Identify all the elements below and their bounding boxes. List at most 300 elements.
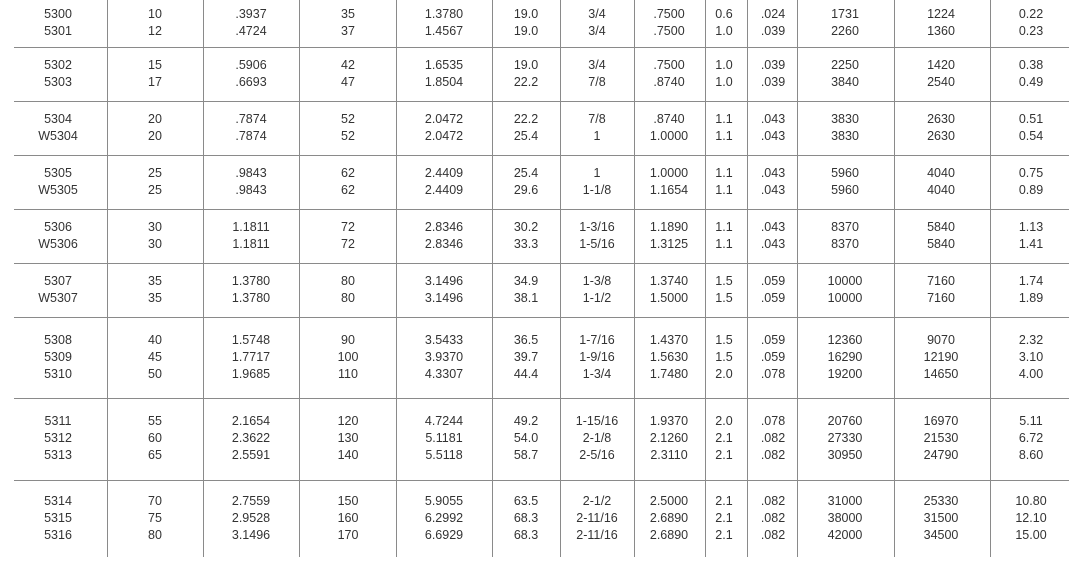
table-value: 5313 xyxy=(44,448,72,462)
table-value: 20760 xyxy=(827,414,863,428)
table-value: 3/4 xyxy=(588,7,606,21)
table-value: 1.0000 xyxy=(649,166,689,180)
table-value: .8740 xyxy=(653,75,685,89)
table-value: .059 xyxy=(760,333,786,347)
table-value: 3840 xyxy=(831,75,859,89)
column-divider xyxy=(203,0,204,557)
table-value: 4040 xyxy=(927,183,955,197)
table-value: .043 xyxy=(760,220,786,234)
table-cell-outer-diameter-in xyxy=(425,111,463,145)
table-value: 8.60 xyxy=(1018,448,1044,462)
table-value: 5315 xyxy=(44,511,72,525)
table-value: 7160 xyxy=(927,274,955,288)
table-value: .082 xyxy=(760,511,786,525)
table-cell-fillet-radius-in xyxy=(761,57,785,91)
table-value: 3/4 xyxy=(588,24,606,38)
table-value: 2.1 xyxy=(715,448,733,462)
table-cell-outer-diameter-in xyxy=(425,219,463,253)
table-value: 16970 xyxy=(923,414,959,428)
table-cell-width-in xyxy=(650,219,688,253)
table-value: 2630 xyxy=(927,129,955,143)
table-cell-bore-in xyxy=(235,165,266,199)
table-value: 31500 xyxy=(923,511,959,525)
table-value: 1.74 xyxy=(1018,274,1044,288)
table-value: 5303 xyxy=(44,75,72,89)
table-value: 30.2 xyxy=(513,220,539,234)
table-cell-static-load xyxy=(927,111,955,145)
table-value: 17 xyxy=(148,75,162,89)
table-cell-bore-mm xyxy=(148,57,162,91)
table-cell-outer-diameter-mm xyxy=(341,273,355,307)
table-value: W5305 xyxy=(38,183,78,197)
table-value: 9070 xyxy=(927,333,955,347)
table-cell-weight xyxy=(1019,273,1043,307)
table-value: 2.32 xyxy=(1018,333,1044,347)
table-value: .078 xyxy=(760,367,786,381)
table-value: 72 xyxy=(341,220,355,234)
table-cell-static-load xyxy=(927,219,955,253)
table-value: 5.11 xyxy=(1019,414,1043,428)
table-value: 1.5748 xyxy=(231,333,271,347)
table-cell-outer-diameter-mm xyxy=(338,413,359,464)
table-value: 62 xyxy=(341,166,355,180)
table-cell-weight xyxy=(1019,57,1043,91)
table-cell-width-mm xyxy=(514,332,538,383)
table-cell-fillet-radius-mm xyxy=(715,332,732,383)
table-cell-static-load xyxy=(924,413,959,464)
table-value: 19200 xyxy=(827,367,863,381)
table-value: 0.49 xyxy=(1018,75,1044,89)
table-cell-outer-diameter-mm xyxy=(341,6,355,40)
table-value: .059 xyxy=(760,274,786,288)
table-value: 1.3780 xyxy=(424,7,464,21)
table-value: 29.6 xyxy=(513,183,539,197)
table-cell-width-in xyxy=(650,111,688,145)
table-value: 5960 xyxy=(831,166,859,180)
group-divider xyxy=(14,263,1069,264)
table-value: 130 xyxy=(337,431,359,445)
table-cell-fillet-radius-mm xyxy=(715,493,732,544)
table-value: 1-3/8 xyxy=(582,274,612,288)
column-divider xyxy=(560,0,561,557)
table-value: 110 xyxy=(338,367,358,381)
table-value: .7500 xyxy=(653,24,685,38)
table-value: 2.1260 xyxy=(649,431,689,445)
table-value: 1.7480 xyxy=(649,367,689,381)
table-cell-fillet-radius-in xyxy=(761,165,785,199)
table-cell-dynamic-load xyxy=(831,111,859,145)
table-value: 0.89 xyxy=(1018,183,1044,197)
table-value: 80 xyxy=(341,291,355,305)
table-value: 5308 xyxy=(44,333,72,347)
table-value: 55 xyxy=(148,414,162,428)
table-value: 15 xyxy=(148,58,162,72)
table-value: 90 xyxy=(341,333,355,347)
table-cell-width-in xyxy=(650,165,688,199)
table-value: 2.0 xyxy=(715,414,733,428)
table-value: 58.7 xyxy=(513,448,539,462)
table-value: 2.0 xyxy=(715,367,733,381)
table-cell-static-load xyxy=(927,165,955,199)
table-cell-static-load xyxy=(927,57,955,91)
table-cell-width-mm xyxy=(514,111,538,145)
column-divider xyxy=(747,0,748,557)
table-cell-bore-mm xyxy=(148,493,162,544)
table-cell-part-number xyxy=(38,165,78,199)
table-value: 1-7/16 xyxy=(579,333,615,347)
table-value: 31000 xyxy=(827,494,863,508)
table-cell-dynamic-load xyxy=(831,6,859,40)
table-value: 75 xyxy=(148,511,162,525)
table-value: 1731 xyxy=(831,7,859,21)
table-value: 80 xyxy=(148,528,162,542)
table-value: 2.5591 xyxy=(231,448,271,462)
table-value: 2.5000 xyxy=(649,494,689,508)
table-value: 19.0 xyxy=(513,58,539,72)
table-cell-fillet-radius-mm xyxy=(715,273,732,307)
table-cell-dynamic-load xyxy=(828,413,863,464)
table-value: 1.1 xyxy=(715,220,733,234)
table-value: 5311 xyxy=(44,414,72,428)
table-value: .082 xyxy=(760,431,786,445)
table-value: 3830 xyxy=(831,129,859,143)
table-cell-bore-mm xyxy=(148,165,162,199)
table-cell-width-in xyxy=(650,493,688,544)
column-divider xyxy=(396,0,397,557)
table-value: 2-1/8 xyxy=(582,431,612,445)
table-value: 24790 xyxy=(923,448,959,462)
table-value: 2.6890 xyxy=(649,528,689,542)
table-value: 2.1 xyxy=(715,431,733,445)
table-value: 5316 xyxy=(44,528,72,542)
table-value: 25 xyxy=(148,166,162,180)
table-value: .082 xyxy=(760,494,786,508)
table-value: 12.10 xyxy=(1015,511,1047,525)
table-value: 5312 xyxy=(44,431,72,445)
table-value: 19.0 xyxy=(513,24,539,38)
table-cell-fillet-radius-mm xyxy=(715,165,732,199)
table-cell-outer-diameter-mm xyxy=(341,165,355,199)
table-value: 1.5 xyxy=(715,333,733,347)
table-value: 5314 xyxy=(44,494,72,508)
table-value: W5307 xyxy=(38,291,78,305)
table-value: .3937 xyxy=(235,7,267,21)
table-value: 2540 xyxy=(927,75,955,89)
table-value: 1 xyxy=(593,129,601,143)
table-cell-outer-diameter-in xyxy=(425,273,463,307)
table-cell-bore-mm xyxy=(148,413,162,464)
table-value: 49.2 xyxy=(513,414,539,428)
table-value: 21530 xyxy=(923,431,959,445)
table-cell-outer-diameter-mm xyxy=(341,57,355,91)
table-cell-outer-diameter-in xyxy=(425,165,463,199)
table-cell-dynamic-load xyxy=(828,332,863,383)
table-cell-outer-diameter-mm xyxy=(338,493,359,544)
table-cell-width-fraction xyxy=(588,111,605,145)
table-value: 2.3622 xyxy=(231,431,271,445)
table-value: 6.2992 xyxy=(424,511,464,525)
table-value: W5304 xyxy=(38,129,78,143)
table-value: 2-11/16 xyxy=(576,511,618,525)
table-value: 2.4409 xyxy=(424,183,464,197)
table-cell-bore-in xyxy=(235,6,266,40)
table-value: 2.3110 xyxy=(650,448,688,462)
table-value: 1.1 xyxy=(715,183,733,197)
table-value: 150 xyxy=(337,494,359,508)
table-value: 68.3 xyxy=(513,528,539,542)
table-value: 12190 xyxy=(923,350,959,364)
table-value: 10000 xyxy=(827,274,863,288)
table-value: 22.2 xyxy=(513,112,539,126)
table-cell-outer-diameter-mm xyxy=(341,219,355,253)
table-cell-bore-mm xyxy=(148,273,162,307)
table-value: 5.5118 xyxy=(425,448,463,462)
group-divider xyxy=(14,317,1069,318)
table-value: 52 xyxy=(341,112,355,126)
table-cell-width-fraction xyxy=(583,165,612,199)
table-value: 170 xyxy=(337,528,359,542)
table-cell-static-load xyxy=(927,273,955,307)
table-value: 0.54 xyxy=(1018,129,1044,143)
table-value: 1.3740 xyxy=(649,274,689,288)
table-value: 10.80 xyxy=(1015,494,1047,508)
table-value: 1.0 xyxy=(715,58,733,72)
table-value: 1.8504 xyxy=(424,75,464,89)
table-value: 19.0 xyxy=(513,7,539,21)
table-value: 1.1 xyxy=(715,129,733,143)
table-value: .7500 xyxy=(653,58,685,72)
table-value: 7160 xyxy=(927,291,955,305)
table-cell-weight xyxy=(1019,332,1043,383)
table-value: 20 xyxy=(148,112,162,126)
table-cell-fillet-radius-in xyxy=(761,219,785,253)
table-value: .043 xyxy=(760,166,786,180)
table-value: 1.3780 xyxy=(231,274,271,288)
column-divider xyxy=(492,0,493,557)
table-value: 39.7 xyxy=(513,350,539,364)
table-value: .024 xyxy=(760,7,786,21)
table-value: 2.0472 xyxy=(424,112,464,126)
table-value: 1.6535 xyxy=(424,58,464,72)
table-value: 72 xyxy=(341,237,355,251)
table-value: 68.3 xyxy=(513,511,539,525)
table-value: 2.1 xyxy=(715,511,733,525)
table-cell-width-fraction xyxy=(588,6,605,40)
table-value: 2.1654 xyxy=(231,414,271,428)
table-value: .078 xyxy=(760,414,786,428)
table-value: .7500 xyxy=(653,7,685,21)
table-cell-dynamic-load xyxy=(831,219,859,253)
table-cell-dynamic-load xyxy=(831,165,859,199)
group-divider xyxy=(14,209,1069,210)
table-cell-outer-diameter-in xyxy=(425,493,463,544)
table-value: 1-1/2 xyxy=(582,291,612,305)
table-value: 5301 xyxy=(44,24,72,38)
table-value: 14650 xyxy=(923,367,959,381)
table-value: 1.5 xyxy=(715,350,733,364)
table-value: 25.4 xyxy=(513,129,539,143)
table-value: 2.4409 xyxy=(424,166,464,180)
table-value: 2.0472 xyxy=(424,129,464,143)
table-value: 54.0 xyxy=(513,431,539,445)
table-cell-outer-diameter-mm xyxy=(338,332,359,383)
table-value: 1.89 xyxy=(1018,291,1044,305)
table-value: 1.1 xyxy=(715,237,733,251)
table-value: 2-1/2 xyxy=(582,494,612,508)
table-cell-part-number xyxy=(44,332,72,383)
table-cell-part-number xyxy=(44,413,72,464)
table-value: 30 xyxy=(148,220,162,234)
table-value: 27330 xyxy=(827,431,863,445)
table-cell-width-in xyxy=(653,6,684,40)
table-value: 12 xyxy=(148,24,162,38)
table-value: 20 xyxy=(148,129,162,143)
table-cell-bore-in xyxy=(232,219,269,253)
table-cell-width-mm xyxy=(514,219,538,253)
table-value: 2-5/16 xyxy=(579,448,615,462)
table-value: .8740 xyxy=(653,112,685,126)
table-value: 38000 xyxy=(827,511,863,525)
table-cell-fillet-radius-in xyxy=(761,413,785,464)
table-cell-bore-in xyxy=(232,332,270,383)
table-value: 5.1181 xyxy=(425,431,463,445)
table-value: 30950 xyxy=(827,448,863,462)
table-cell-bore-in xyxy=(235,111,266,145)
table-value: 3.1496 xyxy=(231,528,271,542)
table-value: 45 xyxy=(148,350,162,364)
table-value: 1.7717 xyxy=(231,350,271,364)
table-value: 4.3307 xyxy=(424,367,464,381)
table-value: 2.9528 xyxy=(231,511,271,525)
table-value: 60 xyxy=(148,431,162,445)
table-value: 5310 xyxy=(44,367,72,381)
table-value: 3/4 xyxy=(588,58,606,72)
table-value: 35 xyxy=(148,291,162,305)
column-divider xyxy=(299,0,300,557)
table-cell-dynamic-load xyxy=(828,493,863,544)
table-cell-fillet-radius-in xyxy=(761,273,785,307)
table-cell-width-mm xyxy=(514,413,538,464)
table-cell-bore-in xyxy=(232,493,270,544)
table-value: 5300 xyxy=(44,7,72,21)
table-cell-part-number xyxy=(44,57,72,91)
table-value: 10000 xyxy=(827,291,863,305)
table-value: 35 xyxy=(148,274,162,288)
table-value: 34.9 xyxy=(513,274,539,288)
table-value: 5960 xyxy=(831,183,859,197)
table-cell-bore-mm xyxy=(148,219,162,253)
table-value: 0.38 xyxy=(1018,58,1044,72)
table-value: 1-3/4 xyxy=(582,367,612,381)
table-value: 1.4567 xyxy=(424,24,464,38)
table-value: 1.9370 xyxy=(649,414,689,428)
table-value: 1224 xyxy=(927,7,955,21)
table-value: 1.5 xyxy=(715,291,733,305)
table-value: 1.4370 xyxy=(649,333,689,347)
table-cell-width-in xyxy=(650,413,688,464)
table-cell-width-fraction xyxy=(579,219,614,253)
column-divider xyxy=(894,0,895,557)
table-value: 1 xyxy=(593,166,601,180)
table-value: 25330 xyxy=(923,494,959,508)
table-value: .5906 xyxy=(235,58,267,72)
table-cell-static-load xyxy=(924,493,959,544)
table-value: 100 xyxy=(337,350,359,364)
table-value: 3.1496 xyxy=(424,274,464,288)
table-value: 5302 xyxy=(44,58,72,72)
table-value: 160 xyxy=(337,511,359,525)
table-value: 1-15/16 xyxy=(575,414,619,428)
table-cell-part-number xyxy=(38,273,78,307)
table-cell-fillet-radius-mm xyxy=(715,413,732,464)
table-value: W5306 xyxy=(38,237,78,251)
table-cell-outer-diameter-in xyxy=(425,332,463,383)
table-value: 44.4 xyxy=(513,367,539,381)
table-value: 4.7244 xyxy=(424,414,464,428)
table-cell-weight xyxy=(1015,493,1046,544)
table-value: 35 xyxy=(341,7,355,21)
table-value: 3.9370 xyxy=(424,350,464,364)
table-value: 2260 xyxy=(831,24,859,38)
table-value: 2.6890 xyxy=(649,511,689,525)
table-cell-bore-mm xyxy=(148,332,162,383)
table-value: 2250 xyxy=(831,58,859,72)
table-cell-outer-diameter-in xyxy=(425,413,463,464)
table-value: 5305 xyxy=(44,166,72,180)
table-cell-weight xyxy=(1019,413,1043,464)
table-value: .039 xyxy=(760,24,786,38)
table-value: 1.5000 xyxy=(649,291,689,305)
table-value: 1-5/16 xyxy=(579,237,615,251)
table-value: 25 xyxy=(148,183,162,197)
table-value: 50 xyxy=(148,367,162,381)
table-value: 1.41 xyxy=(1018,237,1044,251)
table-value: .4724 xyxy=(235,24,267,38)
table-value: .039 xyxy=(760,75,786,89)
table-value: 1-3/16 xyxy=(579,220,615,234)
table-cell-width-fraction xyxy=(579,332,614,383)
table-value: 6.6929 xyxy=(424,528,464,542)
table-cell-width-fraction xyxy=(588,57,605,91)
table-value: 80 xyxy=(341,274,355,288)
table-value: 8370 xyxy=(831,220,859,234)
table-cell-fillet-radius-mm xyxy=(715,111,732,145)
table-value: 1.5630 xyxy=(649,350,689,364)
column-divider xyxy=(705,0,706,557)
table-value: 3.10 xyxy=(1018,350,1044,364)
table-cell-width-mm xyxy=(514,273,538,307)
table-value: 0.22 xyxy=(1018,7,1044,21)
table-value: 34500 xyxy=(923,528,959,542)
table-value: 1360 xyxy=(927,24,955,38)
table-value: 1.1 xyxy=(715,166,733,180)
table-value: 16290 xyxy=(827,350,863,364)
table-value: 2630 xyxy=(927,112,955,126)
table-value: 1.9685 xyxy=(231,367,271,381)
table-value: 2.8346 xyxy=(424,220,464,234)
table-cell-bore-in xyxy=(232,413,270,464)
table-cell-width-in xyxy=(650,332,688,383)
table-value: 63.5 xyxy=(513,494,539,508)
table-value: 4040 xyxy=(927,166,955,180)
group-divider xyxy=(14,47,1069,48)
table-value: 3830 xyxy=(831,112,859,126)
table-cell-part-number xyxy=(44,6,72,40)
table-value: 5306 xyxy=(44,220,72,234)
table-value: 5304 xyxy=(44,112,72,126)
table-cell-static-load xyxy=(924,332,959,383)
table-value: 1.13 xyxy=(1018,220,1044,234)
